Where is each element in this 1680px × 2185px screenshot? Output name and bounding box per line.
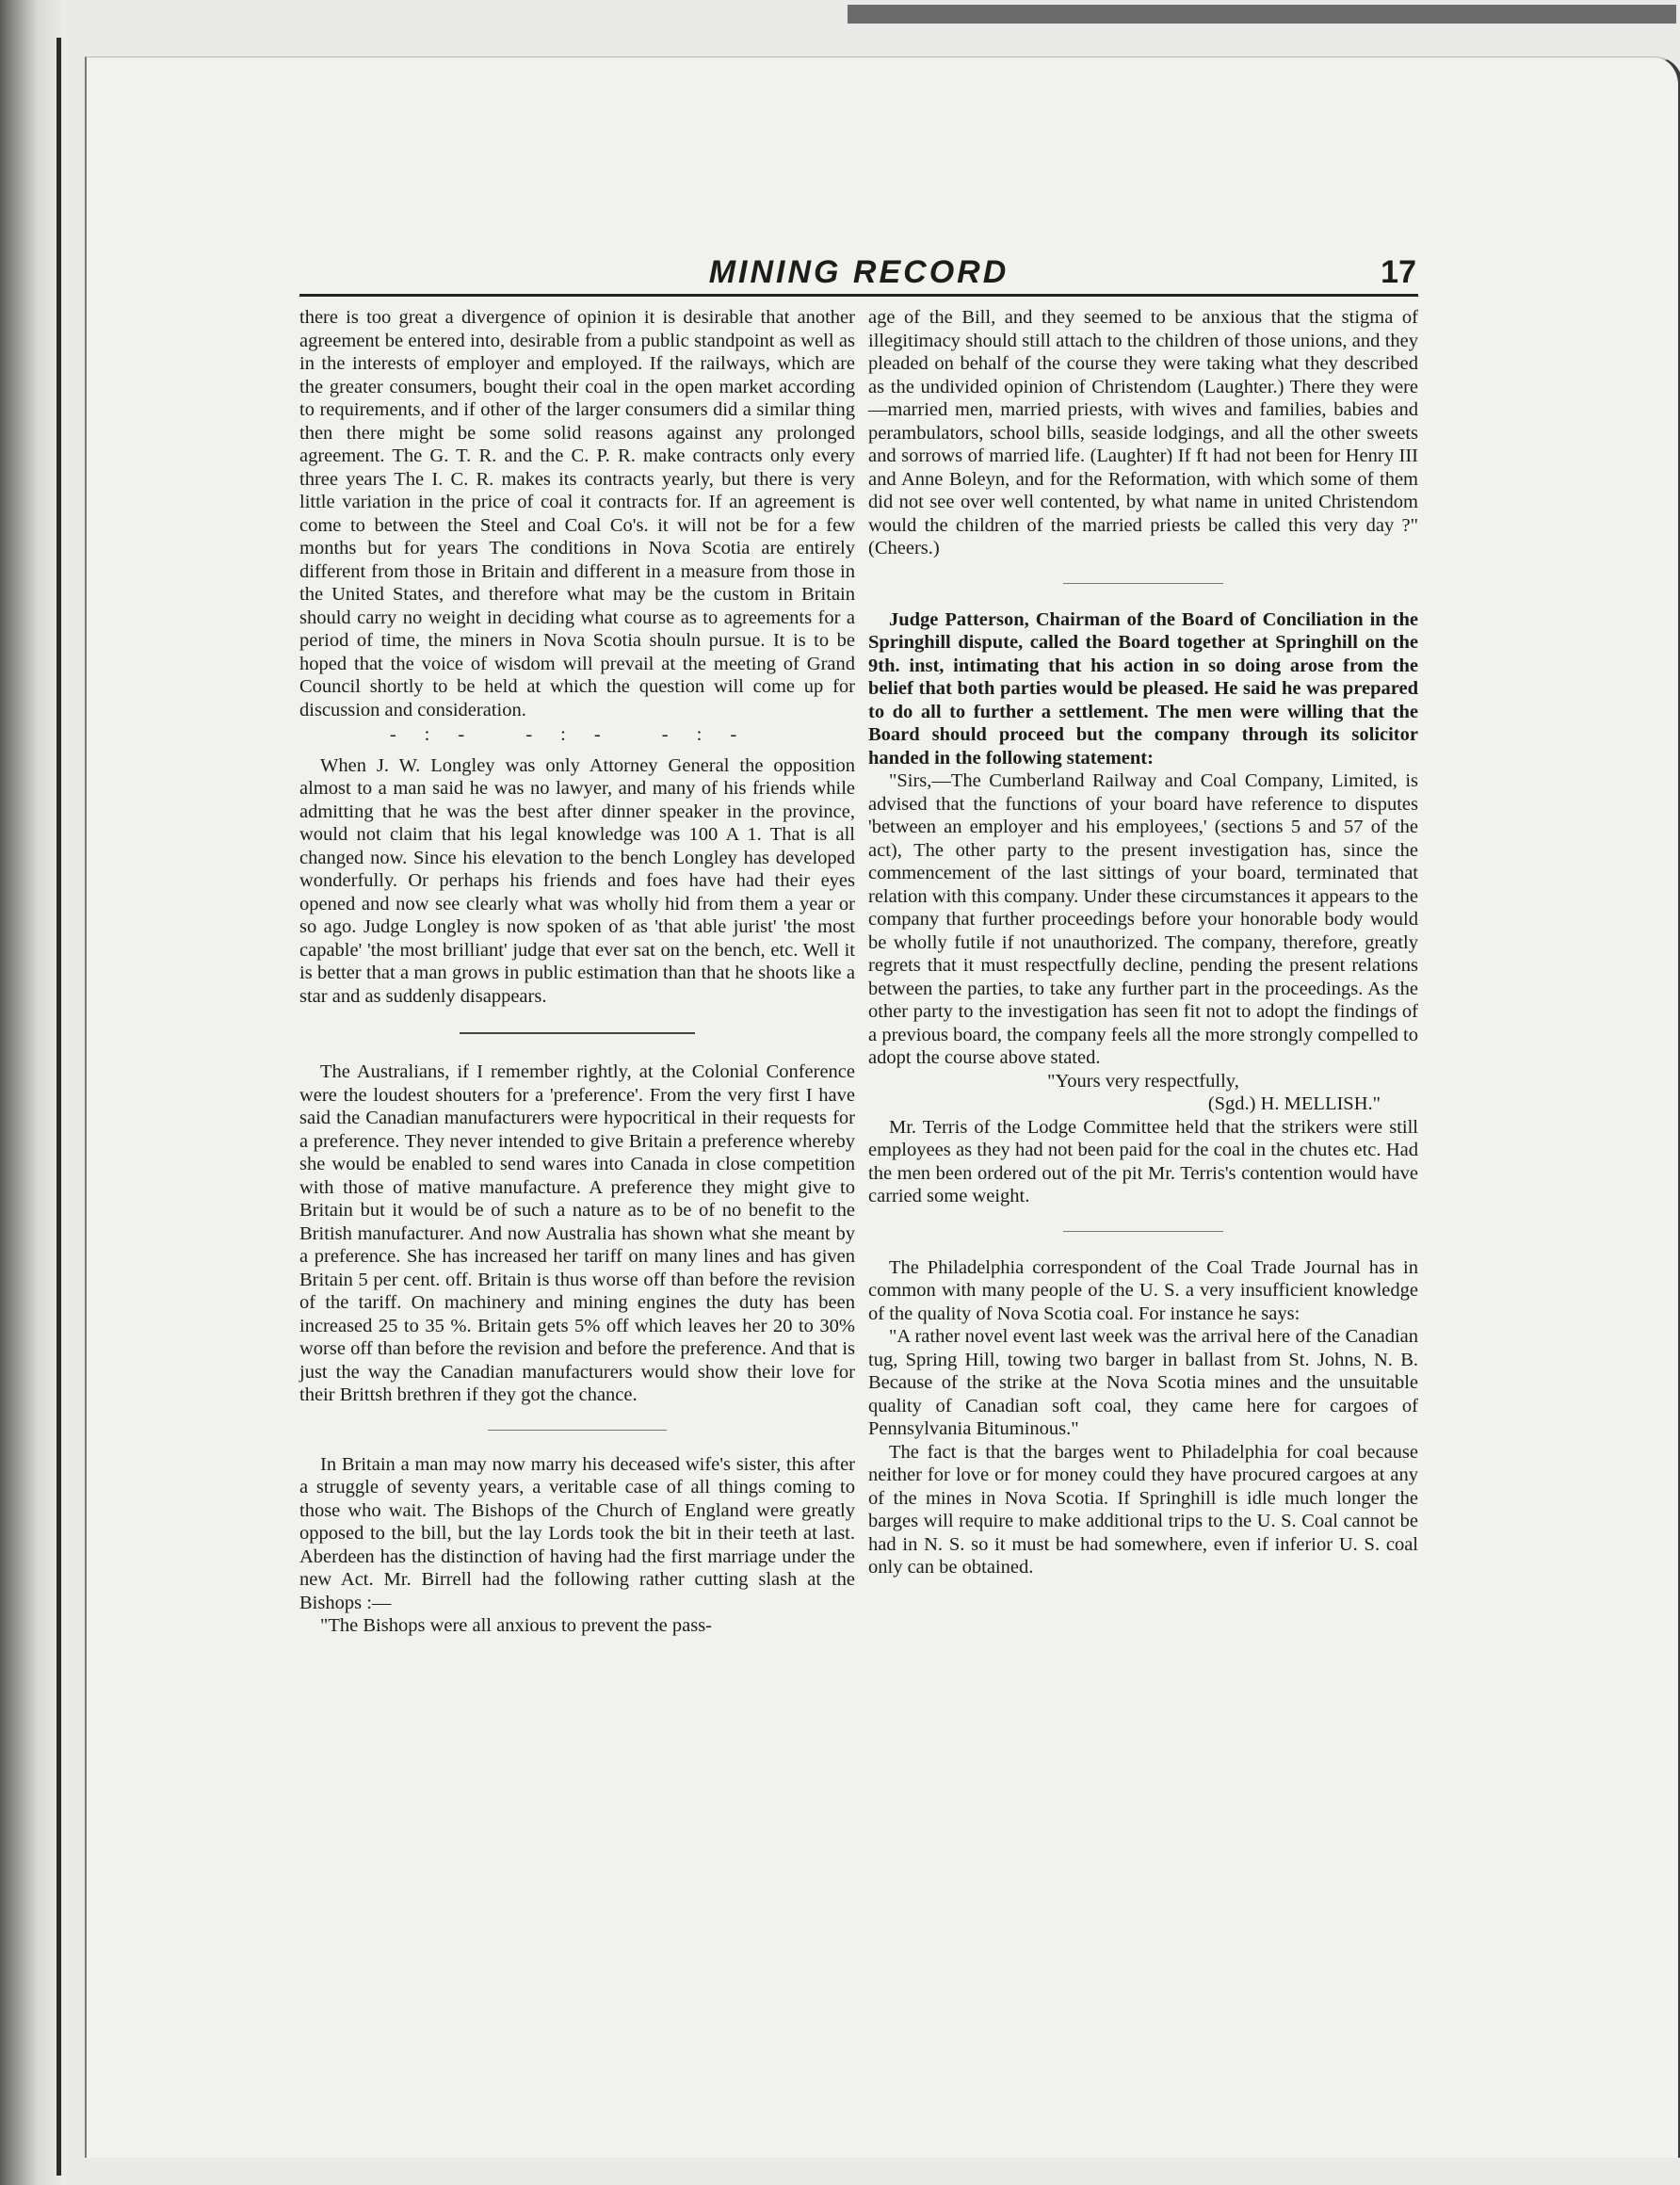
scan-top-edge [848, 5, 1676, 24]
right-column [868, 306, 1418, 1579]
left-column [299, 306, 855, 1638]
article-philadelphia: The Philadelphia correspondent of the Coal Trade Journal has in common with many people of the U. S. a very insufficient knowledge of the quality of Nova Scotia coal. For instance he says: [868, 1256, 1418, 1324]
philadelphia-quote: "A rather novel event last week was the arrival here of the Canadian tug, Spring Hill, towing two barger in ballast from St. Johns, N. B. Because of the strike at the Nova Scotia mines and the unsuitable quality of Canadian soft coal, they came here for cargoes of Pennsylvania Bituminous." [868, 1326, 1418, 1439]
section-rule [1063, 1231, 1223, 1232]
article-bishops-quote-end: age of the Bill, and they seemed to be anxious that the stigma of illegitimacy should still attach to the children of those unions, and they pleaded on behalf of the course they were taking what they described as the undivided opinion of Christendom (Laughter.) There they were —married men, married priests, with wives and families, babies and perambulators, school bills, seaside lodgings, and all the other sweets and sorrows of married life. (Laughter) If ft had not been for Henry III and Anne Boleyn, and for the Reformation, with which some of them did not see over well contented, by what name in united Christendom would the children of the married priests be called this very day ?" (Cheers.) [868, 307, 1418, 558]
statement-closing: "Yours very respectfully, [1047, 1070, 1239, 1092]
section-rule [460, 1032, 695, 1034]
article-longley: When J. W. Longley was only Attorney General the opposition almost to a man said he was no lawyer, and many of his friends while admitting that he was the best after dinner speaker in the province, would not claim that his legal knowledge was 100 A 1. That is all changed now. Since his elevation to the bench Longley has developed wonderfully. Or perhaps his friends and foes have had their eyes opened and now see clearly what was wholly hid from them a year or so ago. Judge Longley is now spoken of as 'that able jurist' 'the most capable' 'the most brilliant' judge that ever sat on the bench, etc. Well it is better that a man grows in public estimation than that he shoots like a star and as suddenly disappears. [299, 754, 855, 1007]
page-number: 17 [1381, 254, 1416, 290]
article-australia-preference: The Australians, if I remember rightly, at the Colonial Conference were the loudest shouters for a 'preference'. From the very first I have said the Canadian manufacturers were hypocritical in their requests for a preference. They never intended to give Britain a preference whereby she would be enabled to send wares into Canada in close competition with those of mative manufacture. A preference they might give to Britain but it would be of such a nature as to be of no benefit to the British manufacturer. And now Australia has shown what she meant by a preference. She has increased her tariff on many lines and has given Britain 5 per cent. off. Britain is thus worse off than before the revision of the tariff. On machinery and mining engines the duty has been increased 25 to 35 %. Britain gets 5% off which leaves her 20 to 30% worse off than before the revision and before the preference. And that is just the way the Canadian manufacturers would show their love for their Brittsh brethren if they got the chance. [299, 1061, 855, 1405]
statement-signature: (Sgd.) H. MELLISH." [1207, 1093, 1381, 1114]
running-header [299, 252, 1418, 297]
article-springhill-board: Judge Patterson, Chairman of the Board of Conciliation in the Springhill dispute, called the Board together at Springhill on the 9th. inst, intimating that his action in so doing arose from the belief that both parties would be pleased. He said he was prepared to do all to further a settlement. The men were willing that the Board should proceed but the company through its solicitor handed in the following statement: [868, 608, 1418, 769]
section-rule [488, 1430, 667, 1431]
article-deceased-wife-sister: In Britain a man may now marry his deceased wife's sister, this after a struggle of seventy years, a veritable case of all things coming to those who wait. The Bishops of the Church of England were greatly opposed to the bill, but the lay Lords took the bit in their teeth at last. Aberdeen has the distinction of having had the first marriage under the new Act. Mr. Birrell had the following rather cutting slash at the Bishops :— [299, 1453, 855, 1613]
section-separator: -:- -:- -:- [389, 724, 766, 745]
article-bishops-quote-start: "The Bishops were all anxious to prevent the pass- [320, 1615, 712, 1636]
company-statement: "Sirs,—The Cumberland Railway and Coal Company, Limited, is advised that the functions of your board have reference to disputes 'between an employer and his employees,' (sections 5 and 57 of the act), The other party to the present investigation has, since the commencement of the last sittings of your board, terminated that relation with this company. Under these circumstances it appears to the company that further proceedings before your honorable body would be wholly futile if not unauthorized. The company, therefore, greatly regrets that it must respectfully decline, pending the present relations between the parties, to take any further part in the proceedings. As the other party to the investigation has seen fit not to adopt the findings of a previous board, the company feels all the more strongly compelled to adopt the course above stated. [868, 770, 1418, 1068]
section-rule [1063, 583, 1223, 584]
article-terris: Mr. Terris of the Lodge Committee held that the strikers were still employees as they had not been paid for the coal in the chutes etc. Had the men been ordered out of the pit Mr. Terris's contention would have carried some weight. [868, 1116, 1418, 1206]
spine-edge-line [57, 38, 61, 2176]
article-continuation-agreements: there is too great a divergence of opinion it is desirable that another agreement be entered into, desirable from a public standpoint as well as in the interests of employer and employed. If the railways, which are the greater consumers, bought their coal in the open market according to requirements, and if other of the larger consumers did a similar thing then there might be some solid reasons against any prolonged agreement. The G. T. R. and the C. P. R. make contracts only every three years The I. C. R. makes its contracts yearly, but there is very little variation in the price of coal it contracts for. If an agreement is come to between the Steel and Coal Co's. it will not be for a few months but for years The conditions in Nova Scotia are entirely different from those in Britain and different in a measure from those in the United States, and therefore what may be the custom in Britain should carry no weight in deciding what course as to agreements for a period of time, the miners in Nova Scotia shouln pursue. It is to be hoped that the voice of wisdom will prevail at the meeting of Grand Council shortly to be held at which the question will come up for discussion and consideration. [299, 307, 855, 720]
article-philadelphia-rebuttal: The fact is that the barges went to Philadelphia for coal because neither for love or for money could they have procured cargoes at any of the mines in Nova Scotia. If Springhill is idle much longer the barges will require to make additional trips to the U. S. Coal cannot be had in N. S. so it must be had somewhere, even if inferior U. S. coal only can be obtained. [868, 1441, 1418, 1578]
publication-title: MINING RECORD [708, 254, 1010, 290]
